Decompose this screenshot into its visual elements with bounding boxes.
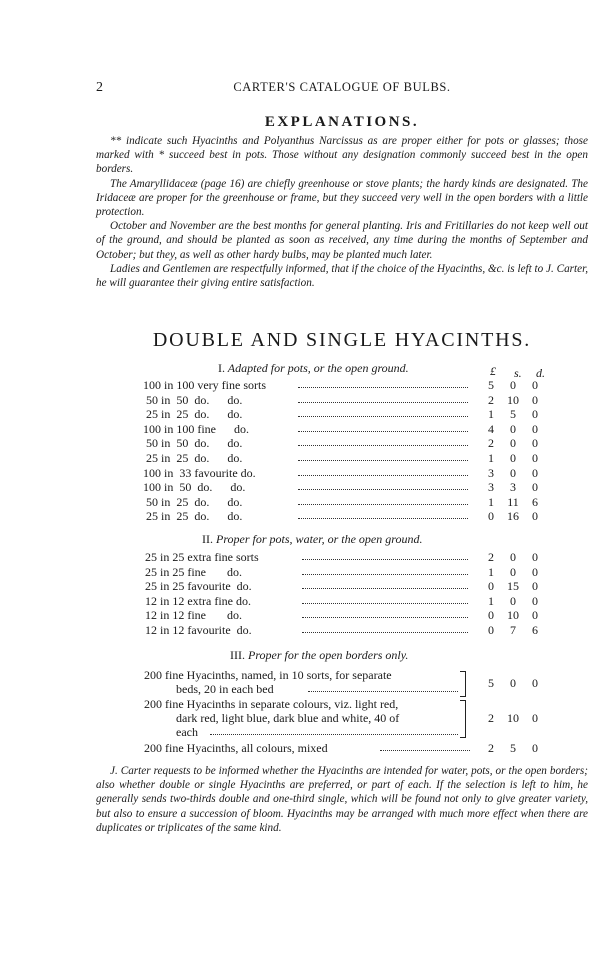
group3-item-2-price [0,711,612,725]
price-row-label: 50 in 50 do. do. [143,392,243,407]
price-row [0,422,612,436]
price-pounds: 3 [488,465,494,480]
leader-dots [380,741,470,751]
item-text: beds, 20 in each bed [176,682,274,696]
price-pounds: 2 [488,392,494,407]
price-pence: 0 [532,593,538,608]
item-text: each [176,725,198,739]
price-pence: 0 [532,451,538,465]
group1-heading-text: Adapted for pots, or the open ground. [227,361,409,375]
price-shillings: 0 [510,436,516,451]
group3-item-1-price [0,676,612,690]
price-row [0,565,612,579]
leader-dots [298,393,468,403]
price-pounds: 2 [488,550,494,564]
group3-heading-number: III. [230,648,245,662]
leader-dots [302,579,468,589]
price-row-label: 12 in 12 fine do. [145,608,242,623]
price-pounds: 1 [488,451,494,465]
price-pence: 0 [532,608,538,623]
price-shillings: 5 [510,741,516,755]
price-pence: 0 [532,711,538,725]
leader-dots [298,378,468,388]
price-shillings: 15 [507,579,519,594]
price-pounds: 0 [488,509,494,524]
price-row [0,509,612,523]
price-row [0,436,612,450]
price-pence: 0 [532,407,538,422]
price-row-label: 100 in 100 fine do. [143,421,249,436]
leader-dots [298,509,468,519]
price-pence: 0 [532,676,538,690]
price-pence: 0 [532,378,538,392]
price-row [0,608,612,622]
explanation-paragraph: ** indicate such Hyacinths and Polyanthus Narcissus as are proper either for pots or glasses; those marked with * succeed best in pots. Those without any designation commonly succeed best in the open borders. [96,135,588,176]
leader-dots [302,608,468,618]
group2-heading-text: Proper for pots, water, or the open ground. [216,532,423,546]
price-row-label: 100 in 100 very fine sorts [143,378,266,392]
price-pence: 0 [532,509,538,524]
price-shillings: 0 [510,421,516,436]
price-pounds: 5 [488,676,494,690]
section-title: DOUBLE AND SINGLE HYACINTHS. [152,329,532,351]
footer-note [96,764,588,835]
price-row-label: 100 in 33 favourite do. [143,465,256,480]
price-row-label: 25 in 25 fine do. [145,564,242,579]
footer-note-text: J. Carter requests to be informed whether the Hyacinths are intended for water, pots, or the open borders; also whether double or single Hyacinths are preferred, or part of each. If the selection is left to him, he generally sends two-thirds double and one-third single, which will be found not only to give greater variety, but also to ensure a succession of bloom. Hyacinths may be arranged with much more effect when there are duplicates or triplicates of the same kind. [96,765,588,834]
leader-dots [210,725,458,735]
price-row [0,495,612,509]
group3-item-2-cont2 [0,725,612,739]
price-pounds: 2 [488,741,494,755]
explanation-paragraph: The Amaryllidaceæ (page 16) are chiefly greenhouse or stove plants; the hardy kinds are designated. The Iridaceæ are proper for the greenhouse or frame, but they succeed very well in the open borders with a little protection. [96,177,588,219]
price-shillings: 5 [510,407,516,422]
price-row-label: 12 in 12 extra fine do. [145,593,251,608]
price-pounds: 1 [488,407,494,422]
group3-item-2 [0,697,612,711]
price-row-label: 12 in 12 favourite do. [145,623,252,637]
price-pounds: 5 [488,378,494,392]
price-pence: 0 [532,741,538,755]
price-shillings: 10 [507,392,519,407]
price-pounds: 0 [488,608,494,623]
price-row-label: 50 in 50 do. do. [143,436,243,451]
price-pounds: 0 [488,623,494,637]
price-pounds: 0 [488,579,494,594]
leader-dots [302,594,468,604]
price-row [0,594,612,608]
price-shillings: 0 [510,676,516,690]
leader-dots [298,466,468,476]
price-row-label: 50 in 25 do. do. [143,494,243,509]
page-number: 2 [96,80,104,95]
price-shillings: 0 [510,378,516,392]
group1-heading-number: I. [218,361,225,375]
price-row [0,623,612,637]
explanations-text [96,134,588,290]
item-text: 200 fine Hyacinths in separate colours, viz. light red, [144,697,399,711]
price-row-label: 25 in 25 do. do. [143,509,243,524]
running-title: CARTER'S CATALOGUE OF BULBS. [233,80,451,94]
group3-item-3 [0,741,612,755]
price-pence: 0 [532,480,538,495]
price-row [0,407,612,421]
price-row-label: 25 in 25 favourite do. [145,579,252,594]
leader-dots [298,436,468,446]
price-pounds: 1 [488,494,494,509]
pence-header: d. [536,366,545,380]
price-shillings: 7 [510,623,516,637]
price-shillings: 0 [510,451,516,465]
price-pence: 0 [532,579,538,594]
price-pence: 6 [532,494,538,509]
price-shillings: 0 [510,465,516,480]
price-row-label: 25 in 25 extra fine sorts [145,550,259,564]
price-row-label: 25 in 25 do. do. [143,407,243,422]
leader-dots [298,495,468,505]
item-text: 200 fine Hyacinths, named, in 10 sorts, for separate [144,668,392,682]
price-pounds: 4 [488,421,494,436]
price-pence: 0 [532,564,538,579]
price-pounds: 1 [488,564,494,579]
price-pounds: 3 [488,480,494,495]
price-shillings: 0 [510,593,516,608]
leader-dots [302,565,468,575]
price-row [0,579,612,593]
price-row-label: 25 in 25 do. do. [143,451,243,465]
leader-dots [298,422,468,432]
leader-dots [302,550,468,560]
leader-dots [302,623,468,633]
item-text: 200 fine Hyacinths, all colours, mixed [144,741,328,755]
group2-heading [202,532,422,547]
price-pence: 0 [532,550,538,564]
price-pounds: 1 [488,593,494,608]
pounds-header: £ [490,364,496,378]
price-shillings: 0 [510,564,516,579]
price-pence: 0 [532,465,538,480]
group1-heading [218,361,409,376]
price-row [0,451,612,465]
explanation-paragraph: October and November are the best months for general planting. Iris and Fritillaries do not keep well out of the ground, and should be planted as soon as received, any time during the months of September and October; but they, as well as other hardy bulbs, may be planted much later. [96,220,588,261]
price-pence: 0 [532,392,538,407]
price-row-label: 100 in 50 do. do. [143,480,246,495]
price-pounds: 2 [488,436,494,451]
price-pounds: 2 [488,711,494,725]
leader-dots [298,407,468,417]
explanations-title: EXPLANATIONS. [264,114,420,130]
price-shillings: 10 [507,608,519,623]
price-shillings: 3 [510,480,516,495]
price-row [0,466,612,480]
price-pence: 0 [532,421,538,436]
shillings-header: s. [514,366,522,380]
item-text: dark red, light blue, dark blue and white, 40 of [176,711,400,725]
explanation-paragraph: Ladies and Gentlemen are respectfully informed, that if the choice of the Hyacinths, &c. is left to J. Carter, he will guarantee their giving entire satisfaction. [96,262,588,290]
leader-dots [298,480,468,490]
price-pence: 6 [532,623,538,637]
price-shillings: 11 [507,494,519,509]
group3-heading-text: Proper for the open borders only. [248,648,409,662]
price-row [0,550,612,564]
leader-dots [298,451,468,461]
price-row [0,480,612,494]
group2-heading-number: II. [202,532,213,546]
price-shillings: 16 [507,509,519,524]
price-pence: 0 [532,436,538,451]
group3-heading [230,648,408,663]
price-row [0,378,612,392]
price-shillings: 10 [507,711,519,725]
price-shillings: 0 [510,550,516,564]
price-row [0,393,612,407]
